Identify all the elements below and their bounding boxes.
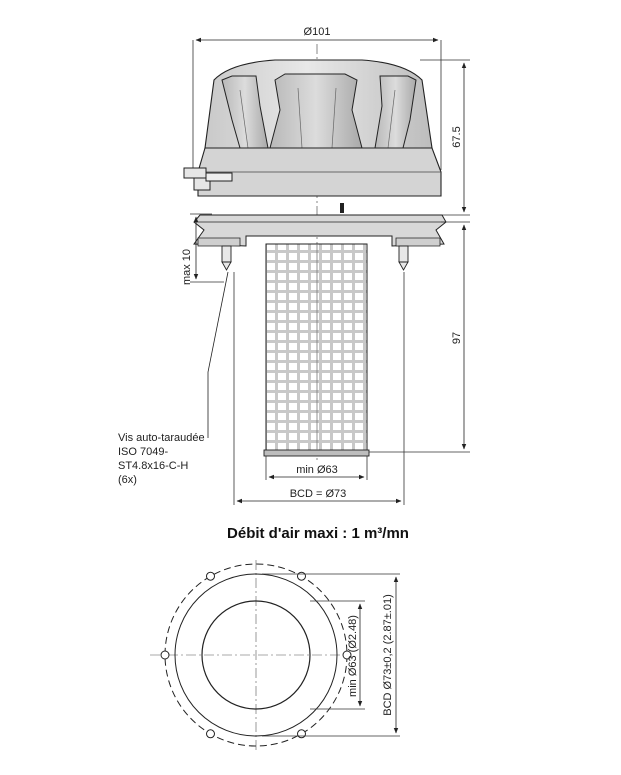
dim-min-cutout-label: min Ø63 (Ø2.48) (347, 615, 359, 697)
dim-bcd-label: BCD = Ø73 (289, 488, 347, 500)
breather-cap (184, 60, 441, 213)
dim-flange-label: max 10 (181, 248, 193, 286)
dim-top-width-label: Ø101 (303, 26, 331, 38)
dim-min-diameter-label: min Ø63 (296, 464, 338, 476)
screw-note-line1: Vis auto-taraudée (118, 432, 205, 444)
mounting-hole (207, 572, 215, 580)
dim-filter-height-label: 97 (451, 331, 463, 345)
screw-note-line2: ISO 7049- (118, 446, 169, 458)
mounting-hole (207, 730, 215, 738)
mounting-hole (161, 651, 169, 659)
dimension-min-diameter (266, 456, 367, 480)
side-view (118, 26, 470, 505)
screw-right (399, 246, 408, 270)
dim-bcd-tolerance-label: BCD Ø73±0,2 (2.87±.01) (382, 594, 394, 716)
screw-left (222, 246, 231, 270)
filter-basket (264, 244, 369, 456)
screw-callout (118, 272, 228, 486)
mounting-hole (298, 572, 306, 580)
screw-note-line3: ST4.8x16-C-H (118, 460, 189, 472)
airflow-caption: Débit d'air maxi : 1 m³/mn (227, 525, 409, 542)
screw-note-line4: (6x) (118, 474, 137, 486)
dimension-filter-height (369, 222, 470, 452)
bottom-view (150, 560, 400, 750)
mounting-hole (298, 730, 306, 738)
dim-cap-height-label: 67.5 (451, 126, 463, 148)
